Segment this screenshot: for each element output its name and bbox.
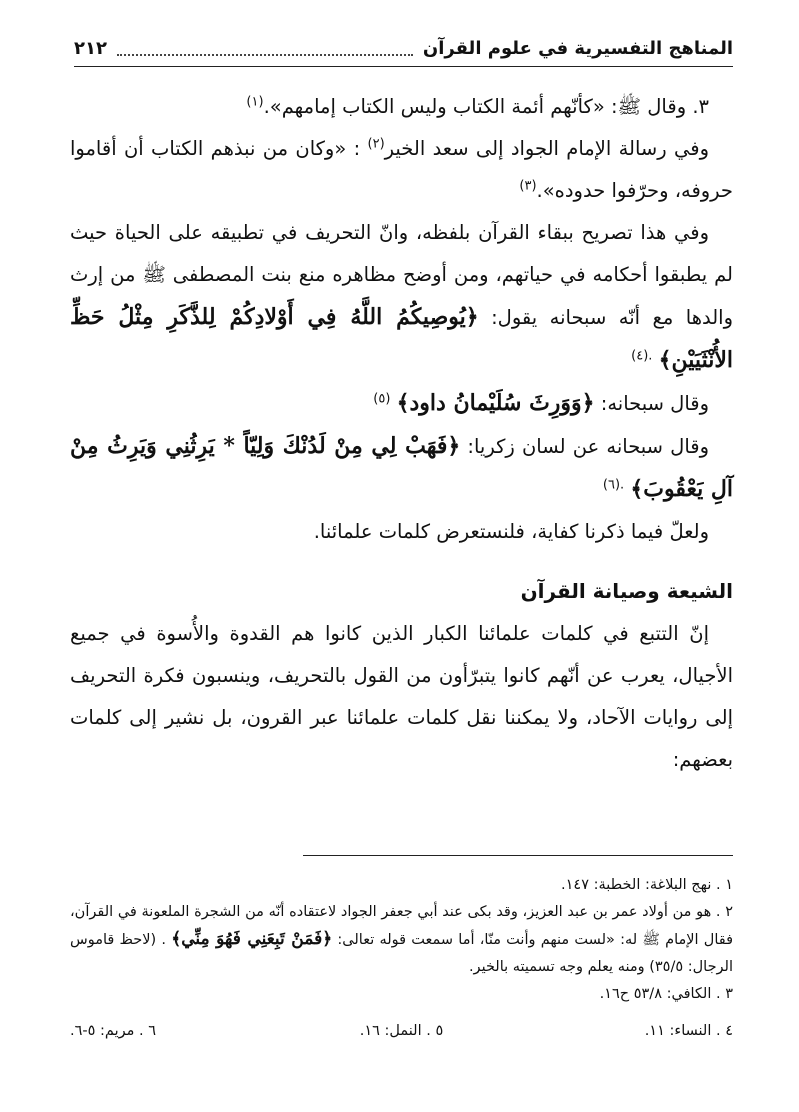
footnote-5: ٥ . النمل: ١٦. xyxy=(359,1023,444,1039)
note-ref-4: .(٤) xyxy=(631,348,653,364)
paragraph-1 xyxy=(70,86,733,128)
footnote-2 xyxy=(70,899,733,981)
quran-verse-3: ﴿فَهَبْ لِي مِنْ لَدُنْكَ وَلِيّاً * يَرِثُنِي وَيَرِثُ مِنْ آلِ يَعْقُوبَ﴾ xyxy=(70,433,733,502)
paragraph-6: ولعلّ فيما ذكرنا كفاية، فلنستعرض كلمات علمائنا. xyxy=(313,520,709,543)
paragraph-5-text: وقال سبحانه عن لسان زكريا: xyxy=(467,435,710,458)
footnote-row xyxy=(70,1016,733,1046)
section-heading: الشيعة وصيانة القرآن xyxy=(520,579,733,603)
note-ref-1: (١) xyxy=(246,94,264,110)
quran-verse-1: ﴿يُوصِيكُمُ اللَّهُ فِي أَوْلادِكُمْ لِلذَّكَرِ مِثْلُ حَظِّ الأُنْثَيَيْنِ﴾ xyxy=(70,304,733,373)
page-number: ٢١٢ xyxy=(74,37,107,59)
note-ref-3: (٣) xyxy=(519,178,537,194)
footnote-2-text-after: . (لاحظ قاموس الرجال: ٣٥/٥) ومنه يعلم وجه تسميته بالخير. xyxy=(70,932,733,975)
paragraph-2-text-a: وفي رسالة الإمام الجواد إلى سعد الخير xyxy=(384,137,709,160)
paragraph-1-text: ٣. وقال ﷺ: «كأنّهم أئمة الكتاب وليس الكتاب إمامهم». xyxy=(263,95,709,118)
paragraph-3-text: وفي هذا تصريح ببقاء القرآن بلفظه، وانّ التحريف في تطبيقه على الحياة حيث لم يطبقوا أحكامه في حياتهم، ومن أوضح مظاهره منع بنت المصطفى ﷺ من إرث والدها مع أنّه سبحانه يقول: xyxy=(70,221,734,329)
paragraph-4-text: وقال سبحانه: xyxy=(600,392,709,415)
footnotes xyxy=(70,872,733,1046)
header-rule xyxy=(74,66,733,67)
footnote-6: ٦ . مريم: ٥-٦. xyxy=(70,1023,157,1039)
footnote-3: ٣ . الكافي: ٥٣/٨ ح١٦. xyxy=(599,986,733,1002)
quran-verse-2: ﴿وَوَرِثَ سُلَيْمانُ داود﴾ xyxy=(396,390,595,416)
paragraph-3 xyxy=(70,212,733,382)
paragraph-2 xyxy=(70,128,733,212)
main-text xyxy=(70,86,733,781)
page-header xyxy=(74,32,733,64)
running-title: المناهج التفسيرية في علوم القرآن xyxy=(422,37,733,59)
footnote-rule xyxy=(303,855,733,856)
paragraph-7: إنّ التتبع في كلمات علمائنا الكبار الذين كانوا هم القدوة والأُسوة في جميع الأجيال، يعرب عن أنّهم كانوا يتبرّأون من القول بالتحريف، وينسبون فكرة التحريف إلى روايات الآحاد، ولا يمكننا نقل كلمات علمائنا عبر القرون، بل نشير إلى كلمات بعضهم: xyxy=(70,622,733,771)
note-ref-2: (٢) xyxy=(367,136,385,152)
paragraph-4 xyxy=(70,382,733,425)
header-leader-dots xyxy=(117,40,413,56)
footnote-1: ١ . نهج البلاغة: الخطبة: ١٤٧. xyxy=(561,877,733,893)
footnote-2-quran: ﴿فَمَنْ تَبِعَنِي فَهُوَ مِنِّي﴾ xyxy=(171,929,333,949)
footnote-4: ٤ . النساء: ١١. xyxy=(644,1023,733,1039)
note-ref-6: .(٦) xyxy=(602,477,625,493)
footnote-2-text: ٢ . هو من أولاد عمر بن عبد العزيز، وقد بكى عند أبي جعفر الجواد لاعتقاده أنّه من الشجرة الملعونة في القرآن، فقال الإمام ﷺ له: «لست منهم وأنت منّا، أما سمعت قوله تعالى: xyxy=(70,904,734,948)
note-ref-5: (٥) xyxy=(373,391,391,407)
paragraph-2-text-b: : «وكان من نبذهم الكتاب أن أقاموا حروفه، وحرّفوا حدوده». xyxy=(70,137,733,202)
paragraph-5 xyxy=(70,425,733,511)
